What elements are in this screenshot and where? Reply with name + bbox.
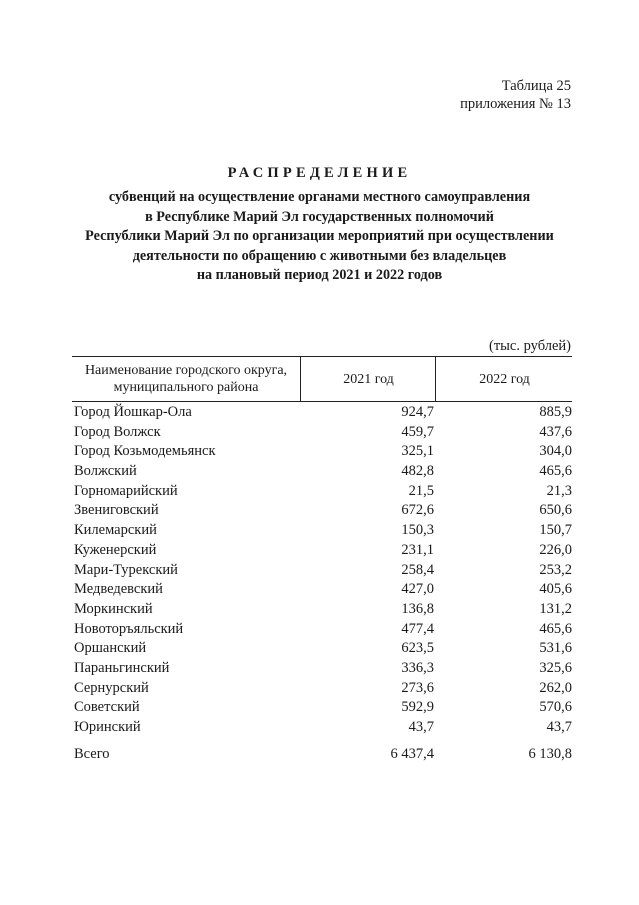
row-value-2021: 924,7: [401, 404, 434, 420]
row-value-2021: 258,4: [401, 561, 434, 578]
table-row: [72, 541, 572, 561]
row-value-2022: 531,6: [539, 640, 572, 657]
total-2021: 6 437,4: [390, 746, 434, 762]
row-value-2022: 43,7: [546, 719, 572, 735]
row-value-2022: 262,0: [539, 679, 572, 696]
row-value-2021: 21,5: [408, 482, 434, 499]
table-row: [72, 423, 572, 443]
document-subtitle: [60, 188, 579, 286]
row-name: Горномарийский: [74, 482, 178, 499]
table-total-row: [72, 744, 572, 764]
table-row: [72, 639, 572, 659]
subtitle-line: на плановый период 2021 и 2022 годов: [196, 267, 443, 284]
table-header: [72, 356, 572, 402]
column-header-2021: 2021 год: [300, 357, 436, 401]
row-name: Новоторъяльский: [74, 620, 184, 637]
appendix-reference: приложения № 13: [460, 96, 571, 112]
row-name: Советский: [74, 699, 140, 716]
row-value-2021: 136,8: [401, 600, 434, 617]
table-row: [72, 679, 572, 699]
column-header-name: [72, 357, 300, 401]
table-row: [72, 718, 572, 738]
row-name: Город Йошкар-Ола: [74, 404, 192, 420]
table-row: [72, 580, 572, 600]
row-value-2021: 273,6: [401, 679, 434, 696]
row-value-2022: 570,6: [539, 699, 572, 716]
document-title: РАСПРЕДЕЛЕНИЕ: [227, 165, 412, 181]
subtitle-line: деятельности по обращению с животными без владельцев: [132, 247, 507, 264]
row-name: Сернурский: [74, 679, 149, 696]
row-value-2022: 465,6: [539, 620, 572, 637]
row-value-2022: 885,9: [539, 404, 572, 420]
row-name: Оршанский: [74, 640, 147, 657]
row-value-2022: 21,3: [546, 482, 572, 499]
units-label: (тыс. рублей): [489, 338, 571, 354]
row-name: Волжский: [74, 463, 137, 480]
row-value-2021: 43,7: [408, 719, 434, 735]
table-row: [72, 462, 572, 482]
row-value-2021: 482,8: [401, 463, 434, 480]
row-name: Медведевский: [74, 581, 163, 598]
row-value-2021: 231,1: [401, 541, 434, 558]
subtitle-line: Республики Марий Эл по организации мероприятий при осуществлении: [85, 228, 554, 245]
table-body: [72, 403, 572, 738]
table-row: [72, 620, 572, 640]
row-value-2021: 336,3: [401, 659, 434, 676]
row-value-2021: 592,9: [401, 699, 434, 716]
subtitle-line: субвенций на осуществление органами местного самоуправления: [108, 189, 531, 205]
row-name: Куженерский: [74, 541, 157, 558]
total-label: Всего: [74, 746, 110, 762]
row-value-2022: 226,0: [539, 541, 572, 558]
row-name: Моркинский: [74, 600, 153, 617]
table-row: [72, 600, 572, 620]
column-header-name-line: муниципального района: [113, 380, 259, 395]
row-value-2022: 405,6: [539, 581, 572, 598]
row-value-2021: 325,1: [401, 443, 434, 460]
column-header-name-line: Наименование городского округа,: [84, 363, 288, 378]
total-2022: 6 130,8: [528, 746, 572, 762]
row-value-2022: 150,7: [539, 522, 572, 539]
row-value-2022: 650,6: [539, 502, 572, 519]
row-value-2022: 131,2: [539, 600, 572, 617]
row-value-2021: 459,7: [401, 423, 434, 440]
row-name: Звениговский: [74, 502, 159, 519]
row-name: Город Волжск: [74, 423, 161, 440]
row-name: Город Козьмодемьянск: [74, 443, 216, 460]
table-row: [72, 698, 572, 718]
row-value-2022: 437,6: [539, 423, 572, 440]
row-value-2021: 623,5: [401, 640, 434, 657]
table-row: [72, 482, 572, 502]
row-value-2022: 304,0: [539, 443, 572, 460]
table-row: [72, 521, 572, 541]
table-row: [72, 403, 572, 423]
row-value-2022: 253,2: [539, 561, 572, 578]
row-value-2021: 477,4: [401, 620, 434, 637]
column-header-2022: 2022 год: [435, 357, 573, 401]
row-name: Мари-Турекский: [74, 561, 178, 578]
row-name: Юринский: [74, 719, 141, 735]
table-row: [72, 442, 572, 462]
row-name: Килемарский: [74, 522, 157, 539]
row-value-2022: 325,6: [539, 659, 572, 676]
subtitle-line: в Республике Марий Эл государственных полномочий: [145, 208, 494, 225]
table-row: [72, 501, 572, 521]
row-name: Параньгинский: [74, 659, 170, 676]
row-value-2021: 427,0: [401, 581, 434, 598]
table-reference: Таблица 25: [501, 78, 571, 94]
row-value-2022: 465,6: [539, 463, 572, 480]
row-value-2021: 150,3: [401, 522, 434, 539]
table-row: [72, 659, 572, 679]
table-row: [72, 561, 572, 581]
row-value-2021: 672,6: [401, 502, 434, 519]
